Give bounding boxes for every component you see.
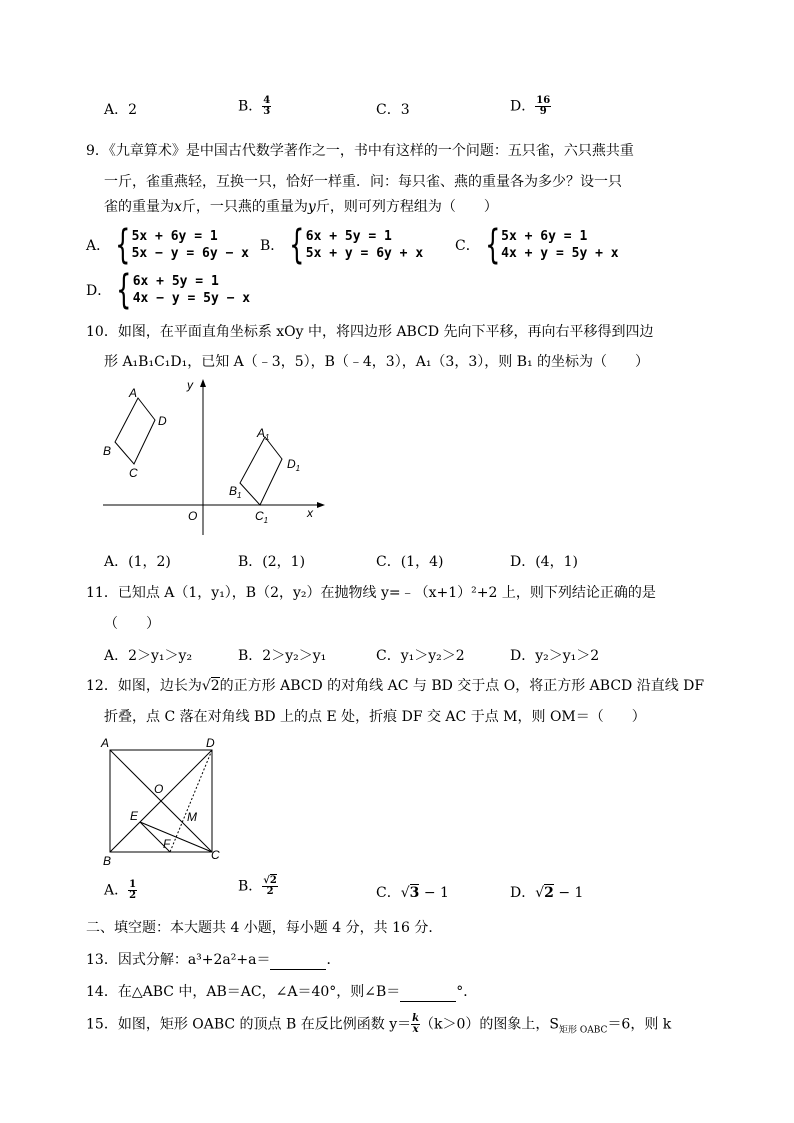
q10-label-a1: $A_1$	[257, 426, 270, 442]
sqrt-icon: √	[201, 678, 211, 694]
q8-option-b-label: B．	[238, 98, 263, 115]
q12-label-a: A	[101, 736, 110, 750]
q12-label-c: C	[211, 848, 220, 862]
q8-option-d	[510, 96, 551, 117]
brace-icon: {	[484, 222, 501, 268]
section-2-heading: 二、填空题：本大题共 4 小题，每小题 4 分，共 16 分．	[86, 920, 443, 936]
q10-label-c: C	[129, 466, 138, 480]
q11-line-1: 11．已知点 A（1，y₁），B（2，y₂）在抛物线 y=﹣（x+1）²+2 上，则下列结论正确的是	[86, 585, 656, 601]
q12-line-1: 12．如图，边长为√2的正方形 ABCD 的对角线 AC 与 BD 交于点 O，将正方形 ABCD 沿直线 DF	[86, 678, 705, 694]
q9-option-a-label: A．	[86, 238, 111, 254]
sqrt-icon: √	[263, 875, 270, 886]
q12-label-f: F	[163, 837, 171, 851]
q9-option-d: D． { 6x + 5y = 1 4x − y = 5y − x	[86, 267, 251, 313]
q10-label-a: A	[129, 386, 138, 400]
q9-option-b: B． { 6x + 5y = 1 5x + y = 6y + x	[260, 222, 424, 268]
q8-option-a: A．2	[104, 102, 138, 118]
q9-option-b-label: B．	[260, 238, 285, 254]
q10-label-c1: $C_1$	[255, 509, 269, 525]
q11-line-2: （ ）	[104, 616, 160, 632]
q9-line-1: 9．《九章算术》是中国古代数学著作之一，书中有这样的一个问题：五只雀，六只燕共重	[86, 143, 634, 159]
q8-option-d-label: D．	[510, 98, 536, 115]
q10-figure	[95, 375, 325, 540]
brace-icon: {	[115, 222, 131, 268]
q10-option-c: C．(1，4)	[376, 554, 444, 570]
q12-line-2: 折叠，点 C 落在对角线 BD 上的点 E 处，折痕 DF 交 AC 于点 M，则 OM＝（ ）	[104, 709, 646, 725]
q15: 15．如图，矩形 OABC 的顶点 B 在反比例函数 y＝ $\frac{k}{x}$ （k＞0）的图象上，$S_{矩形 OABC}=6$，则 k	[86, 1013, 672, 1036]
q10-label-b1: $B_1$	[229, 484, 242, 500]
q8-option-b-fraction: $\frac{4}{3}$	[263, 95, 271, 117]
q10-label-x: x	[307, 506, 313, 520]
q10-label-d: D	[158, 414, 167, 428]
q12-label-o: O	[154, 782, 164, 796]
q12-option-a: A． $\frac{1}{2}$	[104, 879, 137, 901]
q11-option-a: A．2＞y₁＞y₂	[104, 648, 193, 664]
q11-option-b: B．2＞y₂＞y₁	[238, 648, 327, 664]
q10-label-b: B	[103, 444, 112, 458]
q12-label-m: M	[187, 810, 197, 824]
q8-option-c: C．3	[376, 102, 410, 118]
q12-label-e: E	[130, 809, 139, 823]
brace-icon: {	[289, 222, 305, 268]
q12-figure	[95, 735, 235, 870]
q10-option-d: D．(4，1)	[510, 554, 578, 570]
q12-label-d: D	[206, 736, 215, 750]
q10-line-2: 形 A₁B₁C₁D₁，已知 A（﹣3，5），B（﹣4，3），A₁（3，3），则 B₁ 的坐标为（ ）	[104, 354, 650, 370]
q10-line-1: 10．如图，在平面直角坐标系 xOy 中，将四边形 ABCD 先向下平移，再向右平移得到四边	[86, 324, 654, 340]
q10-option-a: A．(1，2)	[104, 554, 171, 570]
q10-label-d1: $D_1$	[287, 457, 301, 473]
q14: 14．在△ABC 中，AB＝AC，∠A＝40°，则∠B＝ °．	[86, 984, 478, 1000]
q9-option-d-label: D．	[86, 283, 112, 299]
q12-option-b: B． $\frac{√2}{2}$	[238, 875, 277, 897]
sqrt-icon: √	[400, 885, 410, 901]
q11-option-d: D．y₂＞y₁＞2	[510, 648, 600, 664]
brace-icon: {	[116, 267, 132, 313]
q8-option-d-fraction: $\frac{16}{9}$	[536, 95, 551, 117]
q9-option-c: C． { 5x + 6y = 1 4x + y = 5y + x	[455, 222, 619, 268]
q9-line-3: 雀的重量为x斤，一只燕的重量为y斤，则可列方程组为（ ）	[104, 199, 498, 215]
q10-option-b: B．(2，1)	[238, 554, 306, 570]
q9-option-c-label: C．	[455, 238, 480, 254]
q10-label-o: O	[188, 509, 198, 523]
q14-answer-blank[interactable]	[400, 987, 456, 1002]
sqrt-icon: √	[535, 885, 545, 901]
q9-line-2: 一斤，雀重燕轻，互换一只，恰好一样重．问：每只雀、燕的重量各为多少？设一只	[104, 174, 622, 190]
q12-option-c: C．√3 − 1	[376, 885, 449, 901]
q13-answer-blank[interactable]	[270, 955, 326, 970]
q11-option-c: C．y₁＞y₂＞2	[376, 648, 465, 664]
q12-label-b: B	[103, 854, 112, 868]
q12-option-d: D．√2 − 1	[510, 885, 584, 901]
q10-label-y: y	[187, 378, 193, 392]
q13: 13．因式分解：a³+2a²+a＝ ．	[86, 952, 341, 968]
q8-option-b	[238, 96, 271, 117]
q9-option-a: A． { 5x + 6y = 1 5x − y = 6y − x	[86, 222, 249, 268]
